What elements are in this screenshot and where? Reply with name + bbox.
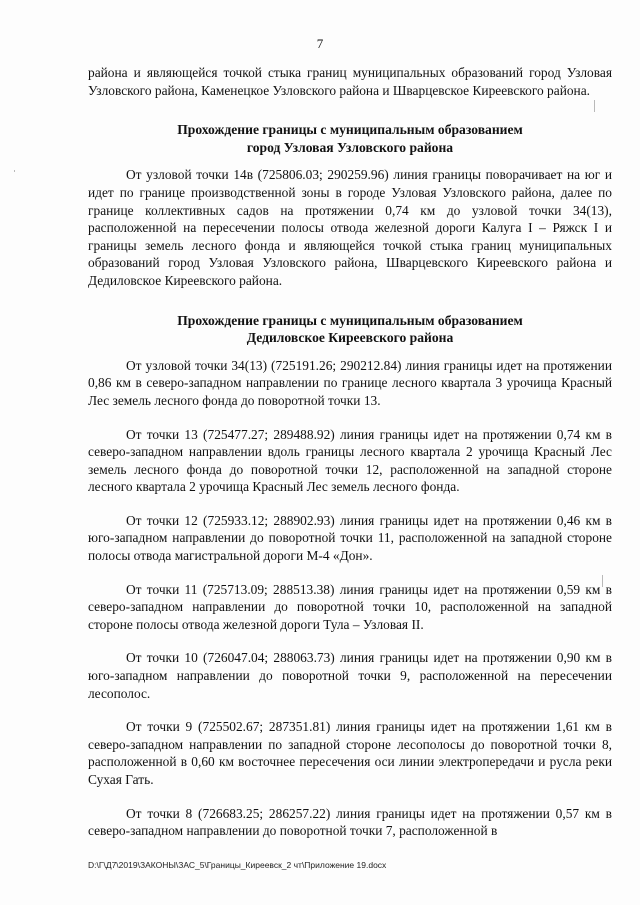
section-heading-dedilovskoe — [88, 312, 612, 347]
paragraph: От точки 10 (726047.04; 288063.73) линия границы идет на протяжении 0,90 км в юго-западном направлении до поворотной точки 9, расположенной на пересечении лесополос. — [88, 650, 612, 701]
heading-line: Дедиловское Киреевского района — [246, 330, 454, 346]
section-heading-uzlovaya — [88, 121, 612, 156]
heading-line: Прохождение границы с муниципальным образованием — [177, 122, 523, 138]
paragraph: От точки 13 (725477.27; 289488.92) линия границы идет на протяжении 0,74 км в северо-западном направлении вдоль границы лесного квартала 2 урочища Красный Лес земель лесного фонда до поворотной точки 12, расположенной на западной стороне лесного квартала 2 урочища Красный Лес земель лесного фонда. — [88, 426, 612, 495]
page-number: 7 — [316, 36, 324, 51]
paragraph: От точки 12 (725933.12; 288902.93) линия границы идет на протяжении 0,46 км в юго-западном направлении до поворотной точки 11, расположенной на западной стороне полосы отвода магистральной дороги М-4 «Дон». — [88, 512, 612, 564]
paragraph: От точки 11 (725713.09; 288513.38) линия границы идет на протяжении 0,59 км в северо-западном направлении до поворотной точки 10, расположенной на западной стороне полосы отвода железной дороги Тула – Узловая II. — [88, 581, 612, 632]
heading-line: город Узловая Узловского района — [246, 139, 454, 155]
scan-speck — [14, 170, 15, 172]
paragraph: От узловой точки 34(13) (725191.26; 290212.84) линия границы идет на протяжении 0,86 км в северо-западном направлении по границе лесного квартала 3 урочища Красный Лес земель лесного фонда до поворотной точки 13. — [88, 357, 612, 408]
heading-line: Прохождение границы с муниципальным образованием — [177, 312, 523, 328]
document-body — [88, 64, 612, 840]
file-path-footer: D:\Г\Д7\2019\ЗАКОНЫ\ЗАС_5\Границы_Киреевск_2 чт\Приложение 19.docx — [88, 860, 387, 870]
paragraph: От узловой точки 14в (725806.03; 290259.96) линия границы поворачивает на юг и идет по границе производственной зоны в городе Узловая Узловского района, далее по границе коллективных садов на протяжении 0,74 км до узловой точки 34(13), расположенной на пересечении полосы отвода железной дороги Калуга I – Ряжск I и границы земель лесного фонда и являющейся точкой стыка границ муниципальных образований город Узловая Узловского района, Шварцевского Киреевского района и Дедиловское Киреевского района. — [88, 167, 612, 288]
paragraph: От точки 9 (725502.67; 287351.81) линия границы идет на протяжении 1,61 км в северо-западном направлении по западной стороне лесополосы до поворотной точки 8, расположенной в 0,60 км восточнее пересечения оси линии электропередачи и русла реки Сухая Гать. — [88, 719, 612, 787]
paragraph-continuation: района и являющейся точкой стыка границ муниципальных образований город Узловая Узловского района, Каменецкое Узловского района и Шварцевское Киреевского района. — [88, 65, 612, 98]
paragraph: От точки 8 (726683.25; 286257.22) линия границы идет на протяжении 0,57 км в северо-западном направлении до поворотной точки 7, расположенной в — [88, 805, 612, 839]
